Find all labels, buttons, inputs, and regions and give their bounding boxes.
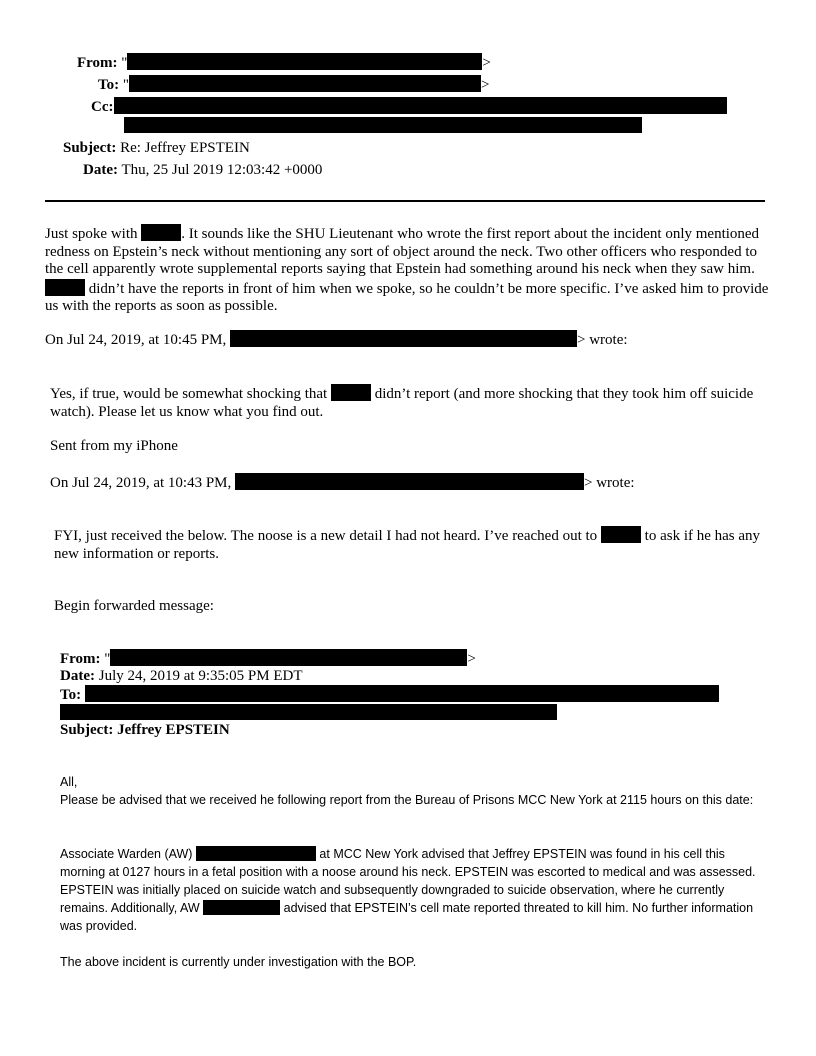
- redaction-fwd-to-2: [60, 704, 557, 720]
- reply1-paragraph: [45, 224, 770, 316]
- fwd-from-row: [60, 649, 476, 668]
- reply1-text-b: . It sounds like the SHU Lieutenant who wrote the first report about the incident only mentioned redness on Epstein’s neck without mentioning any sort of object around the neck. Two other officers who responded to the cell apparently wrote supplemental reports saying that Epstein had something around his neck when they saw him.: [45, 226, 760, 277]
- reply1-text-a: Just spoke with: [45, 226, 138, 242]
- redaction-cc-2: [124, 117, 642, 133]
- redaction-fwd-aw-1: [196, 846, 316, 861]
- fwd-subject-row: [60, 721, 230, 739]
- fwd-paragraph-3: The above incident is currently under investigation with the BOP.: [60, 955, 417, 969]
- reply1-text-c: didn’t have the reports in front of him when we spoke, so he couldn’t be more specific. I’ve asked him to provide us with the reports as soon as possible.: [45, 280, 769, 314]
- reply2-text-b: didn’t report (and more shocking that they took him off suicide watch). Please let us know what you find out.: [50, 386, 754, 420]
- reply2-signature: Sent from my iPhone: [50, 438, 178, 454]
- fwd-paragraph-1: Please be advised that we received he following report from the Bureau of Prisons MCC New York at 2115 hours on this date:: [60, 793, 754, 807]
- fwd-to-label: To:: [60, 687, 82, 703]
- redaction-fwd-from: [110, 649, 467, 666]
- wrote2-suffix: > wrote:: [584, 475, 635, 491]
- wrote1-prefix: On Jul 24, 2019, at 10:45 PM,: [45, 332, 227, 348]
- from-label: From:: [77, 55, 118, 71]
- header-divider: [45, 200, 765, 202]
- header-date-row: [83, 160, 322, 180]
- fwd-date-value: July 24, 2019 at 9:35:05 PM EDT: [98, 668, 303, 684]
- redaction-wrote2-sender: [235, 473, 584, 490]
- fwd-paragraph-2: [60, 845, 765, 935]
- fwd-p2-text-c: advised that EPSTEIN’s cell mate reported threated to kill him. No further information was provided.: [60, 901, 754, 933]
- forwarded-notice: Begin forwarded message:: [54, 598, 214, 614]
- reply3-text-b: to ask if he has any new information or reports.: [54, 528, 761, 562]
- fwd-from-quote: ": [104, 651, 111, 667]
- fwd-subject-label: Subject:: [60, 722, 114, 738]
- redaction-cc-1: [114, 97, 727, 114]
- redaction-reply1-name-1: [141, 224, 181, 241]
- wrote-line-1: [45, 330, 628, 350]
- header-subject-row: [63, 138, 250, 158]
- redaction-fwd-to-1: [85, 685, 719, 702]
- from-quote: ": [121, 55, 128, 71]
- wrote1-suffix: > wrote:: [577, 332, 628, 348]
- redaction-reply1-name-2: [45, 279, 85, 296]
- date-value: Thu, 25 Jul 2019 12:03:42 +0000: [121, 162, 323, 178]
- reply2-text-a: Yes, if true, would be somewhat shocking that: [50, 386, 328, 402]
- fwd-to-row: [60, 685, 719, 704]
- redaction-wrote1-sender: [230, 330, 577, 347]
- subject-label: Subject:: [63, 140, 117, 156]
- reply3-text-a: FYI, just received the below. The noose is a new detail I had not heard. I’ve reached out to: [54, 528, 598, 544]
- wrote2-prefix: On Jul 24, 2019, at 10:43 PM,: [50, 475, 232, 491]
- redaction-to: [129, 75, 481, 92]
- wrote-line-2: [50, 473, 635, 493]
- redaction-reply3-name: [601, 526, 641, 543]
- fwd-date-row: [60, 667, 303, 685]
- reply2-paragraph: [50, 384, 770, 421]
- to-quote: ": [122, 77, 129, 93]
- redaction-reply2-name: [331, 384, 371, 401]
- fwd-p2-text-b: at MCC New York advised that Jeffrey EPSTEIN was found in his cell this morning at 0127 hours in a fetal position with a noose around his neck. EPSTEIN was escorted to medical and was assessed. EPSTEIN was initially placed on suicide watch and subsequently downgraded to suicide observation, where he currently remains. Additionally, AW: [60, 847, 756, 915]
- cc-label: Cc:: [91, 99, 114, 115]
- fwd-date-label: Date:: [60, 668, 95, 684]
- header-cc-row: [91, 97, 727, 117]
- fwd-from-angle: >: [467, 651, 476, 667]
- redaction-fwd-aw-2: [203, 900, 280, 915]
- fwd-p2-text-a: Associate Warden (AW): [60, 847, 193, 861]
- fwd-from-label: From:: [60, 651, 101, 667]
- subject-value: Re: Jeffrey EPSTEIN: [120, 140, 250, 156]
- header-from-row: [77, 53, 491, 73]
- from-angle: >: [482, 55, 491, 71]
- date-label: Date:: [83, 162, 118, 178]
- redaction-from: [127, 53, 482, 70]
- header-to-row: [98, 75, 489, 95]
- to-angle: >: [481, 77, 490, 93]
- to-label: To:: [98, 77, 120, 93]
- fwd-subject-value: Jeffrey EPSTEIN: [117, 722, 230, 738]
- reply3-paragraph: [54, 526, 770, 563]
- fwd-greeting: All,: [60, 775, 78, 789]
